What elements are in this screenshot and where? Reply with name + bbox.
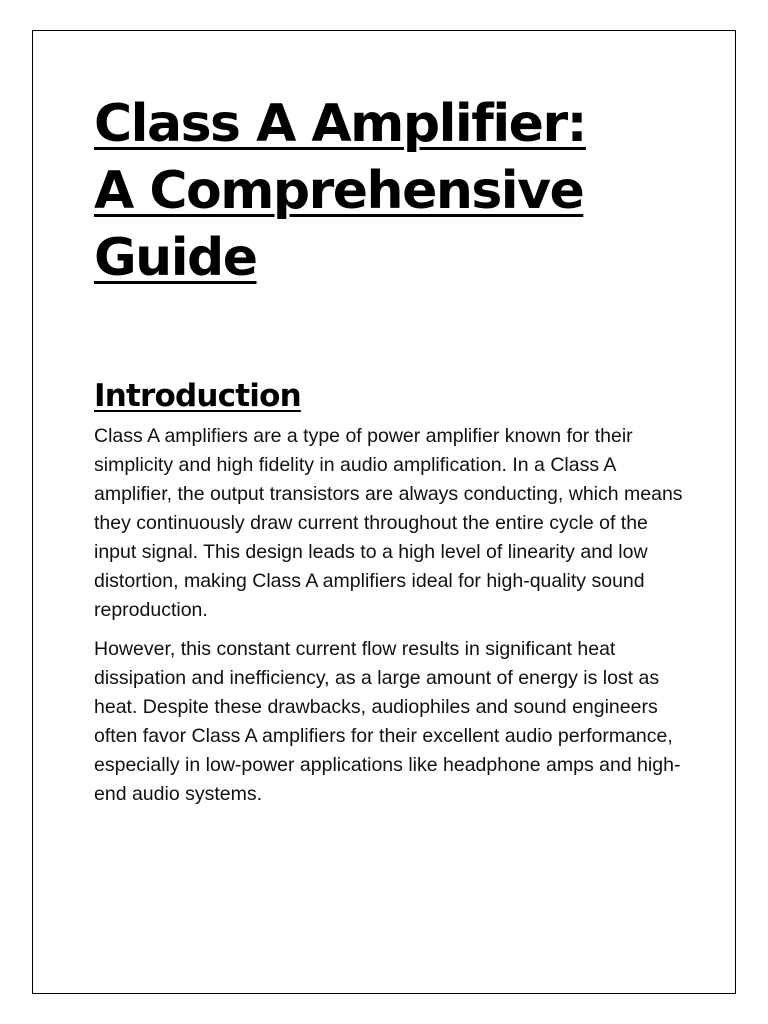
page-content — [94, 91, 694, 809]
document-title — [94, 91, 694, 292]
section-heading: Introduction — [94, 378, 301, 414]
title-line-1: Class A Amplifier: — [94, 94, 586, 154]
title-line-2: A Comprehensive — [94, 161, 584, 221]
document-page — [32, 30, 736, 994]
paragraph-1: Class A amplifiers are a type of power amplifier known for their simplicity and high fidelity in audio amplification. In a Class A amplifier, the output transistors are always conducting, which means they continuously draw current throughout the entire cycle of the input signal. This design leads to a high level of linearity and low distortion, making Class A amplifiers ideal for high-quality sound reproduction. — [94, 425, 683, 621]
title-line-3: Guide — [94, 228, 257, 288]
paragraph-2: However, this constant current flow results in significant heat dissipation and inefficiency, as a large amount of energy is lost as heat. Despite these drawbacks, audiophiles and sound engineers often favor Class A amplifiers for their excellent audio performance, especially in low-power applications like headphone amps and high-end audio systems. — [94, 638, 681, 805]
